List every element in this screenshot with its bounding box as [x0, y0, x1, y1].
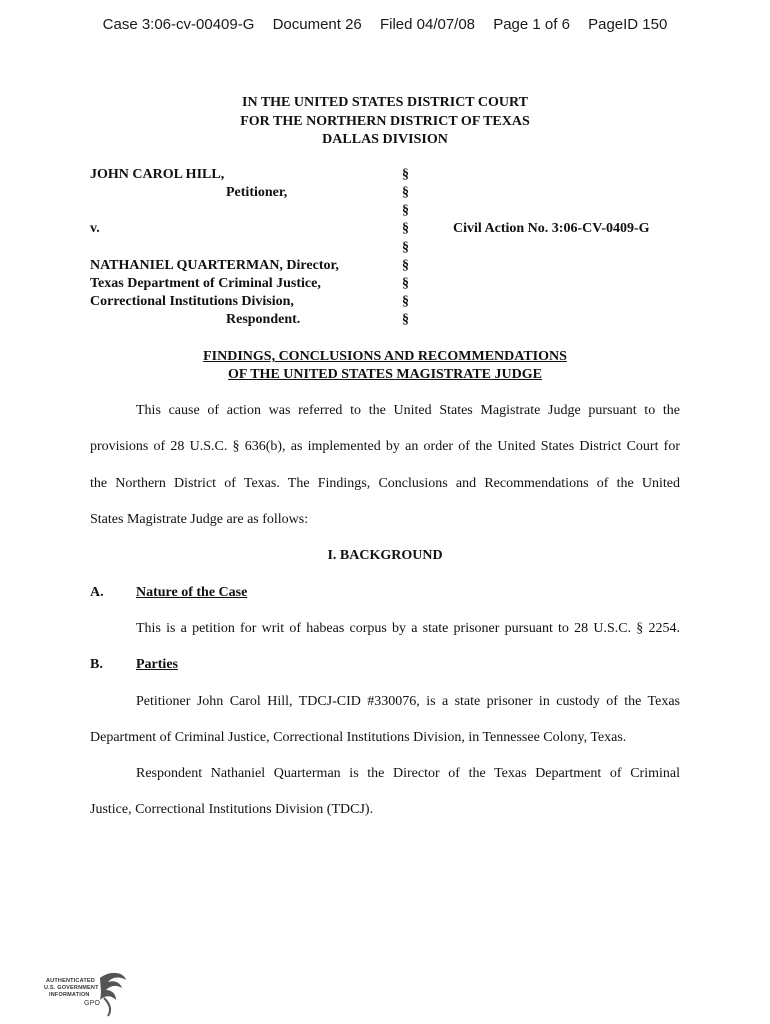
- page-count: Page 1 of 6: [493, 16, 570, 33]
- intro-line-3: the Northern District of Texas. The Findings, Conclusions and Recommendations of the United: [90, 476, 680, 491]
- section-a-title: Nature of the Case: [136, 585, 248, 600]
- respondent-role: Respondent.: [226, 312, 301, 327]
- respondent-line-1: NATHANIEL QUARTERMAN, Director,: [90, 258, 339, 273]
- versus: v.: [90, 221, 100, 236]
- section-symbol: §: [402, 203, 409, 218]
- parties-p1-line-1: Petitioner John Carol Hill, TDCJ-CID #330076, is a state prisoner in custody of the Texas: [136, 694, 680, 709]
- intro-line-1: This cause of action was referred to the United States Magistrate Judge pursuant to the: [136, 403, 680, 418]
- section-symbol: §: [402, 167, 409, 182]
- section-b-letter: B.: [90, 657, 103, 672]
- civil-action-number: Civil Action No. 3:06-CV-0409-G: [453, 221, 650, 236]
- document-title: [0, 348, 770, 384]
- section-symbol: §: [402, 276, 409, 291]
- section-b-title: Parties: [136, 657, 178, 672]
- case-number: Case 3:06-cv-00409-G: [102, 16, 255, 33]
- background-heading: I. BACKGROUND: [327, 548, 443, 563]
- respondent-line-3: Correctional Institutions Division,: [90, 294, 294, 309]
- court-heading: [0, 94, 770, 150]
- parties-p2-line-2: Justice, Correctional Institutions Division (TDCJ).: [90, 802, 374, 817]
- respondent-line-2: Texas Department of Criminal Justice,: [90, 276, 321, 291]
- ecf-header-stamp: [0, 16, 770, 33]
- gpo-line-2: U.S. GOVERNMENT: [44, 985, 99, 991]
- gpo-authentication-logo: [40, 968, 132, 1018]
- title-line-1: FINDINGS, CONCLUSIONS AND RECOMMENDATIONS: [203, 349, 567, 364]
- section-symbol: §: [402, 185, 409, 200]
- intro-line-2: provisions of 28 U.S.C. § 636(b), as implemented by an order of the United States District Court for: [90, 439, 680, 454]
- section-symbol: §: [402, 258, 409, 273]
- petitioner-name: JOHN CAROL HILL,: [90, 167, 225, 182]
- section-symbol: §: [402, 294, 409, 309]
- court-line-3: DALLAS DIVISION: [322, 132, 448, 147]
- section-a-text: This is a petition for writ of habeas corpus by a state prisoner pursuant to 28 U.S.C. § 2254.: [136, 621, 680, 636]
- court-line-1: IN THE UNITED STATES DISTRICT COURT: [242, 95, 528, 110]
- section-symbol: §: [402, 312, 409, 327]
- title-line-2: OF THE UNITED STATES MAGISTRATE JUDGE: [228, 367, 542, 382]
- gpo-line-3: INFORMATION: [49, 992, 90, 998]
- parties-p2-line-1: Respondent Nathaniel Quarterman is the Director of the Texas Department of Criminal: [136, 766, 680, 781]
- parties-p1-line-2: Department of Criminal Justice, Correctional Institutions Division, in Tennessee Colony, Texas.: [90, 730, 627, 745]
- court-line-2: FOR THE NORTHERN DISTRICT OF TEXAS: [240, 113, 530, 129]
- document-number: Document 26: [272, 16, 362, 33]
- filed-date: Filed 04/07/08: [379, 16, 476, 33]
- petitioner-role: Petitioner,: [226, 185, 288, 200]
- section-symbol: §: [402, 240, 409, 255]
- page-id: PageID 150: [588, 16, 668, 33]
- gpo-line-1: AUTHENTICATED: [46, 978, 95, 984]
- section-a-letter: A.: [90, 585, 104, 600]
- gpo-mark: GPO: [84, 1000, 101, 1007]
- intro-line-4: States Magistrate Judge are as follows:: [90, 512, 309, 527]
- section-symbol: §: [402, 221, 409, 236]
